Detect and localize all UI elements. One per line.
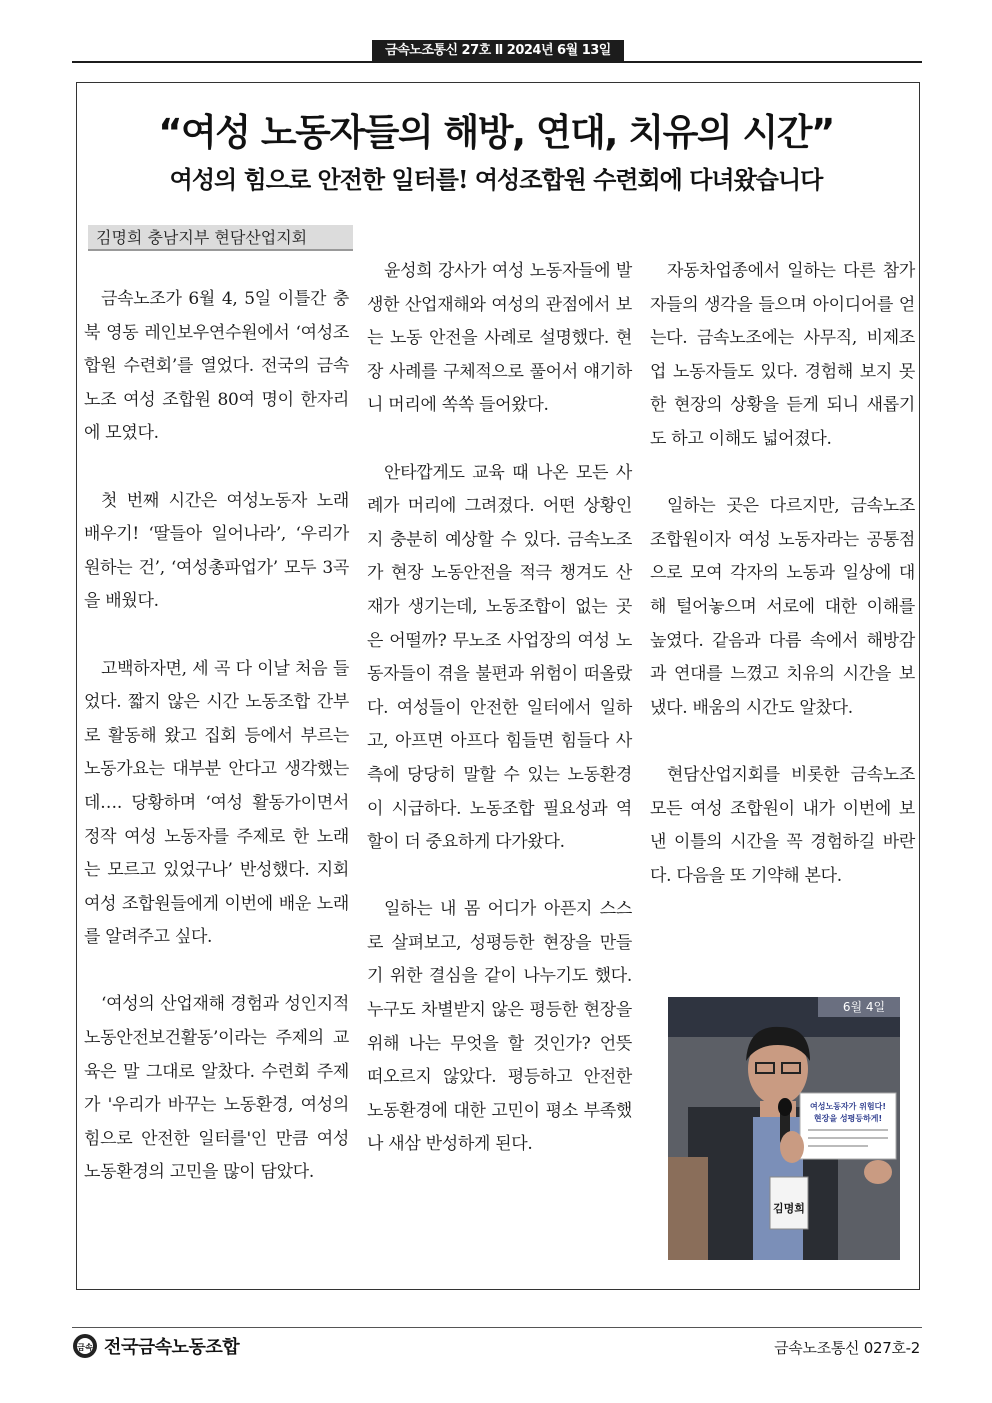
- union-name: 전국금속노동조합: [104, 1337, 240, 1358]
- photo-corner-text: 6월 4일: [842, 1000, 886, 1014]
- footer-logo: [72, 1333, 239, 1359]
- paragraph: 윤성희 강사가 여성 노동자들에 발생한 산업재해와 여성의 관점에서 보는 노동 안전을 사례로 설명했다. 현장 사례를 구체적으로 풀어서 얘기하니 머리에 쏙쏙 들어왔다.: [367, 261, 632, 416]
- page-number: 금속노조통신 027호-2: [774, 1339, 920, 1357]
- byline: 김명희 충남지부 현담산업지회: [88, 225, 353, 251]
- article-column-3: [650, 255, 915, 893]
- paragraph: 현담산업지회를 비롯한 금속노조 모든 여성 조합원이 내가 이번에 보낸 이틀의 시간을 꼭 경험하길 바란다. 다음을 또 기약해 본다.: [650, 764, 915, 886]
- photo-name-tag: 김명희: [773, 1202, 805, 1215]
- article-photo: [668, 997, 900, 1260]
- article-column-1: [84, 283, 349, 1190]
- paragraph: 금속노조가 6월 4, 5일 이틀간 충북 영동 레인보우연수원에서 ‘여성조합원 수련회’를 열었다. 전국의 금속노조 여성 조합원 80여 명이 한자리에 모였다.: [84, 289, 349, 444]
- union-emblem-icon: [72, 1333, 98, 1359]
- issue-banner: 금속노조통신 27호 Ⅱ 2024년 6월 13일: [372, 40, 624, 62]
- paragraph: 첫 번째 시간은 여성노동자 노래 배우기! ‘딸들아 일어나라’, ‘우리가 원하는 건’, ‘여성총파업가’ 모두 3곡을 배웠다.: [84, 490, 349, 612]
- subheadline: 여성의 힘으로 안전한 일터를! 여성조합원 수련회에 다녀왔습니다: [169, 165, 823, 194]
- paragraph: 고백하자면, 세 곡 다 이날 처음 들었다. 짧지 않은 시간 노동조합 간부로 활동해 왔고 집회 등에서 부르는 노동가요는 대부분 안다고 생각했는데…. 당황하며 ‘여성 활동가이면서 정작 여성 노동자를 주제로 한 노래는 모르고 있었구나’ 반성했다. 지회 여성 조합원들에게 이번에 배운 노래를 알려주고 싶다.: [84, 658, 349, 948]
- headline: “여성 노동자들의 해방, 연대, 치유의 시간”: [158, 111, 834, 154]
- paragraph: 일하는 내 몸 어디가 아픈지 스스로 살펴보고, 성평등한 현장을 만들기 위한 결심을 같이 나누기도 했다. 누구도 차별받지 않은 평등한 현장을 위해 나는 무엇을 할 것인가? 언뜻 떠오르지 않았다. 평등하고 안전한 노동환경에 대한 고민이 평소 부족했나 새삼 반성하게 된다.: [367, 899, 632, 1155]
- photo-sign-line1: 여성노동자가 위험다!: [810, 1102, 886, 1111]
- footer-rule: [72, 1327, 922, 1328]
- paragraph: 자동차업종에서 일하는 다른 참가자들의 생각을 들으며 아이디어를 얻는다. 금속노조에는 사무직, 비제조업 노동자들도 있다. 경험해 보지 못한 현장의 상황을 듣게 되니 새롭기도 하고 이해도 넓어졌다.: [650, 261, 915, 449]
- paragraph: 안타깝게도 교육 때 나온 모든 사례가 머리에 그려졌다. 어떤 상황인지 충분히 예상할 수 있다. 금속노조가 현장 노동안전을 적극 챙겨도 산재가 생기는데, 노동조합이 없는 곳은 어떨까? 무노조 사업장의 여성 노동자들이 겪을 불편과 위험이 떠올랐다. 여성들이 안전한 일터에서 일하고, 아프면 아프다 힘들면 힘들다 사측에 당당히 말할 수 있는 노동환경이 시급하다. 노동조합 필요성과 역할이 더 중요하게 다가왔다.: [367, 462, 632, 853]
- header-rule: [72, 61, 922, 63]
- union-emblem-text: 금속: [77, 1343, 93, 1352]
- article-column-2: [367, 255, 632, 1162]
- paragraph: ‘여성의 산업재해 경험과 성인지적 노동안전보건활동’이라는 주제의 교육은 말 그대로 알찼다. 수련회 주제가 '우리가 바꾸는 노동환경, 여성의 힘으로 안전한 일터를'인 만큼 여성 노동환경의 고민을 많이 담았다.: [84, 994, 349, 1183]
- photo-sign-line2: 현장을 성평등하게!: [813, 1114, 883, 1123]
- paragraph: 일하는 곳은 다르지만, 금속노조 조합원이자 여성 노동자라는 공통점으로 모여 각자의 노동과 일상에 대해 털어놓으며 서로에 대한 이해를 높였다. 같음과 다름 속에서 해방감과 연대를 느꼈고 치유의 시간을 보냈다. 배움의 시간도 알찼다.: [650, 496, 915, 718]
